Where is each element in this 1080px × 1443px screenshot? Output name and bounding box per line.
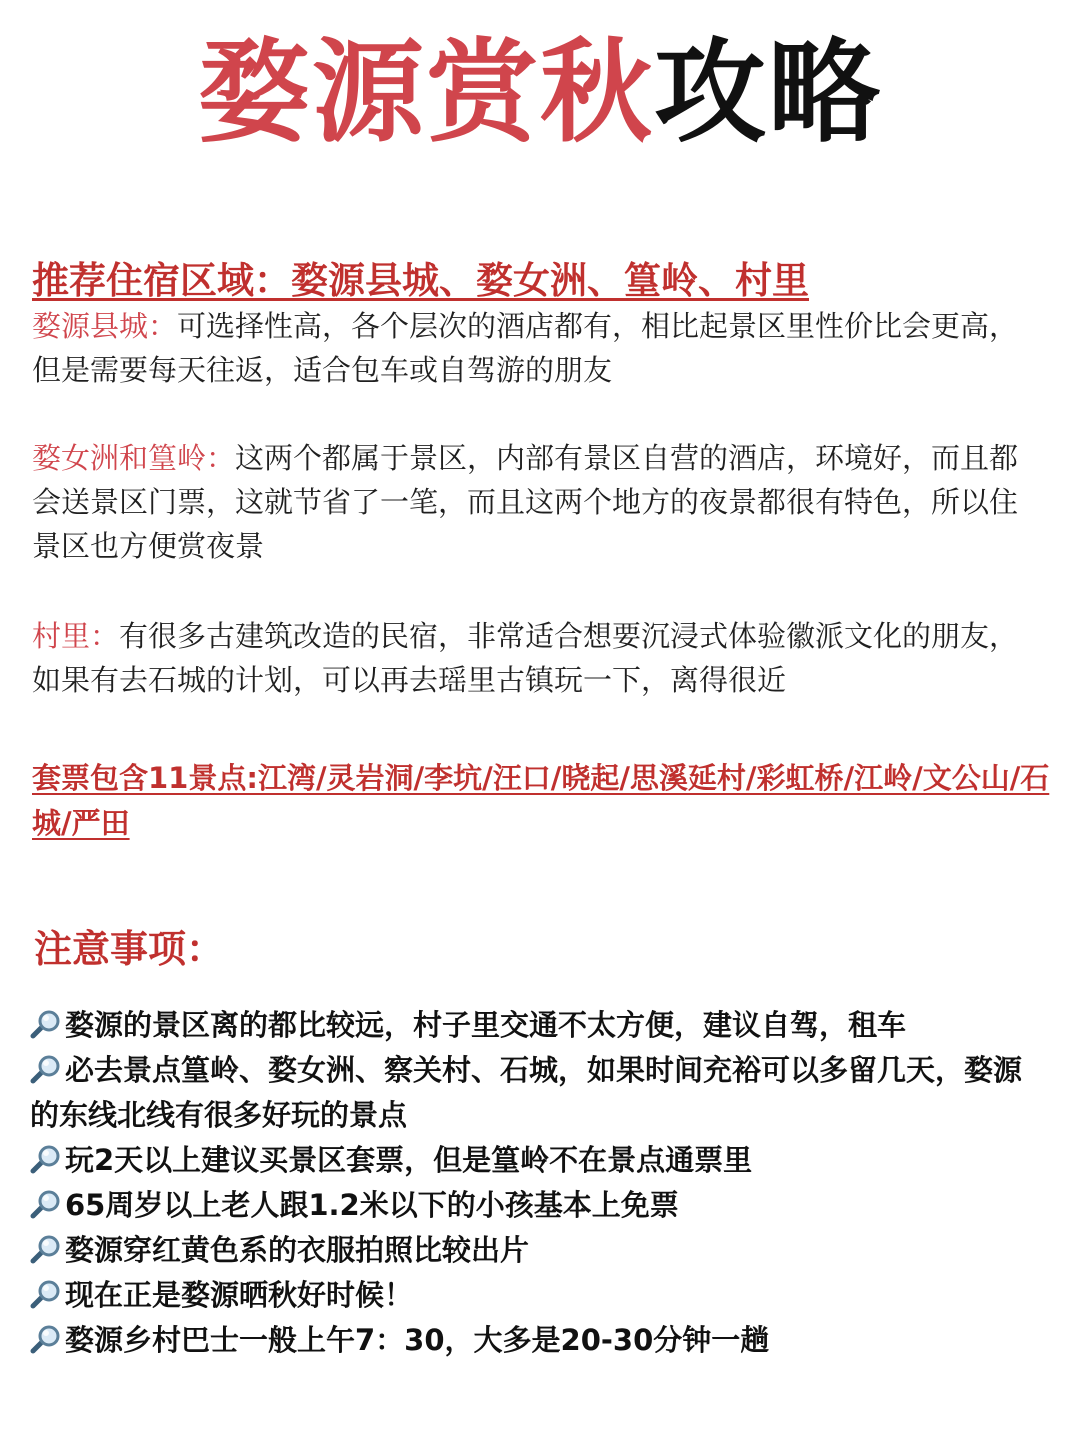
magnifier-icon (30, 1009, 63, 1039)
note-text: 65周岁以上老人跟1.2米以下的小孩基本上免票 (65, 1188, 679, 1222)
title-black-part: 攻略 (654, 28, 882, 158)
list-item (30, 1318, 1050, 1363)
list-item (30, 1228, 1050, 1273)
lodging-heading: 推荐住宿区域：婺源县城、婺女洲、篁岭、村里 (32, 259, 809, 302)
list-item (30, 1183, 1050, 1228)
list-item (30, 1273, 1050, 1318)
lodging-item-label: 村里： (32, 619, 120, 653)
lodging-item-label: 婺女洲和篁岭： (32, 441, 236, 475)
note-text: 婺源的景区离的都比较远，村子里交通不太方便，建议自驾，租车 (65, 1008, 907, 1042)
note-text: 婺源乡村巴士一般上午7：30，大多是20-30分钟一趟 (65, 1323, 770, 1357)
note-text: 必去景点篁岭、婺女洲、察关村、石城，如果时间充裕可以多留几天，婺源的东线北线有很多好玩的景点 (30, 1053, 1023, 1132)
magnifier-icon (30, 1279, 63, 1309)
note-text: 玩2天以上建议买景区套票，但是篁岭不在景点通票里 (65, 1143, 753, 1177)
list-item (30, 1138, 1050, 1183)
list-item (30, 1048, 1050, 1138)
magnifier-icon (30, 1324, 63, 1354)
notes-list (30, 1003, 1050, 1363)
magnifier-icon (30, 1054, 63, 1084)
note-text: 现在正是婺源晒秋好时候！ (65, 1278, 414, 1312)
notes-heading: 注意事项： (34, 927, 225, 971)
magnifier-icon (30, 1234, 63, 1264)
magnifier-icon (30, 1144, 63, 1174)
magnifier-icon (30, 1189, 63, 1219)
note-text: 婺源穿红黄色系的衣服拍照比较出片 (65, 1233, 530, 1267)
list-item (30, 1003, 1050, 1048)
lodging-item-label: 婺源县城： (32, 309, 178, 343)
title-red-part: 婺源赏秋 (198, 28, 654, 158)
lodging-item-village (32, 614, 1042, 702)
lodging-item-wunvzhou-huangling (32, 436, 1042, 568)
lodging-item-text: 这两个都属于景区，内部有景区自营的酒店，环境好，而且都会送景区门票，这就节省了一笔，而且这两个地方的夜景都很有特色，所以住景区也方便赏夜景 (32, 441, 1019, 563)
ticket-info: 套票包含11景点:江湾/灵岩洞/李坑/汪口/晓起/思溪延村/彩虹桥/江岭/文公山/石城/严田 (32, 761, 1050, 840)
lodging-item-county (32, 304, 1042, 392)
lodging-item-text: 有很多古建筑改造的民宿，非常适合想要沉浸式体验徽派文化的朋友，如果有去石城的计划，可以再去瑶里古镇玩一下，离得很近 (32, 619, 1019, 697)
page-title (0, 28, 1080, 158)
lodging-item-text: 可选择性高，各个层次的酒店都有，相比起景区里性价比会更高，但是需要每天往返，适合包车或自驾游的朋友 (32, 309, 1019, 387)
